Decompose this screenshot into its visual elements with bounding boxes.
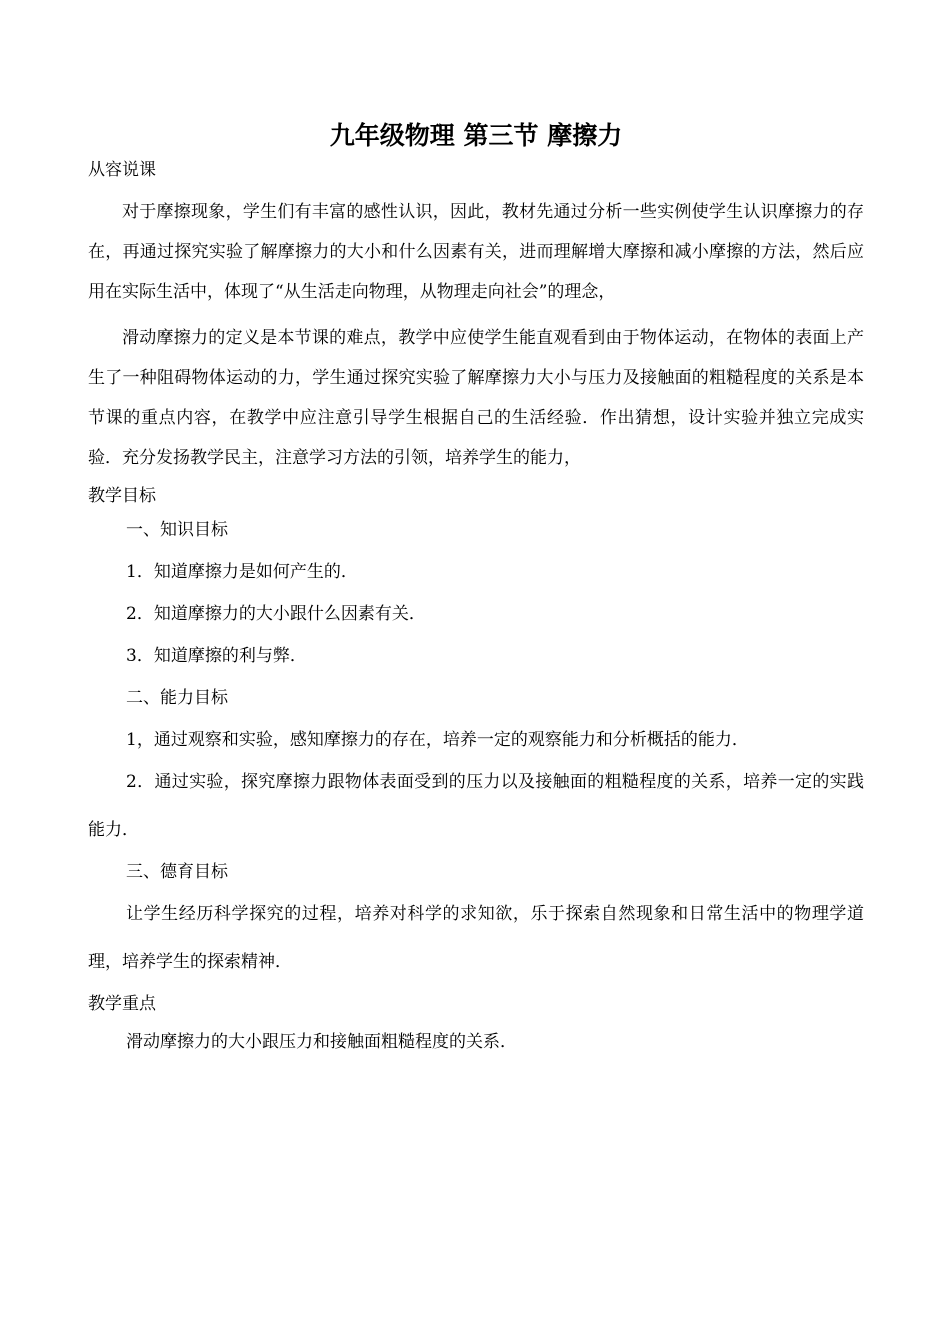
ability-item-2: 2．通过实验，探究摩擦力跟物体表面受到的压力以及接触面的粗糙程度的关系，培养一定的实践能力．	[88, 772, 864, 840]
document-title: 九年级物理 第三节 摩擦力	[329, 121, 623, 150]
section-heading-intro: 从容说课	[88, 160, 156, 180]
key-item-1: 滑动摩擦力的大小跟压力和接触面粗糙程度的关系．	[126, 1032, 517, 1052]
moral-item-1: 让学生经历科学探究的过程，培养对科学的求知欲，乐于探索自然现象和日常生活中的物理学道理，培养学生的探索精神．	[88, 904, 864, 972]
knowledge-item-1: 1．知道摩擦力是如何产生的．	[126, 562, 358, 582]
document-page	[88, 118, 864, 1072]
intro-paragraph-1: 对于摩擦现象，学生们有丰富的感性认识，因此，教材先通过分析一些实例使学生认识摩擦力的存在，再通过探究实验了解摩擦力的大小和什么因素有关，进而理解增大摩擦和减小摩擦的方法，然后应用在实际生活中，体现了“从生活走向物理，从物理走向社会”的理念，	[88, 202, 864, 302]
ability-item-1: 1，通过观察和实验，感知摩擦力的存在，培养一定的观察能力和分析概括的能力．	[126, 730, 749, 750]
subheading-knowledge: 一、知识目标	[126, 520, 228, 540]
intro-paragraph-2: 滑动摩擦力的定义是本节课的难点，教学中应使学生能直观看到由于物体运动，在物体的表面上产生了一种阻碍物体运动的力，学生通过探究实验了解摩擦力大小与压力及接触面的粗糙程度的关系是本节课的重点内容，在教学中应注意引导学生根据自己的生活经验．作出猜想，设计实验并独立完成实验．充分发扬教学民主，注意学习方法的引领，培养学生的能力，	[88, 328, 864, 468]
section-heading-goals: 教学目标	[88, 486, 156, 506]
section-heading-key: 教学重点	[88, 994, 156, 1014]
knowledge-item-2: 2．知道摩擦力的大小跟什么因素有关．	[126, 604, 426, 624]
knowledge-item-3: 3．知道摩擦的利与弊．	[126, 646, 307, 666]
subheading-ability: 二、能力目标	[126, 688, 228, 708]
subheading-moral: 三、德育目标	[126, 862, 228, 882]
